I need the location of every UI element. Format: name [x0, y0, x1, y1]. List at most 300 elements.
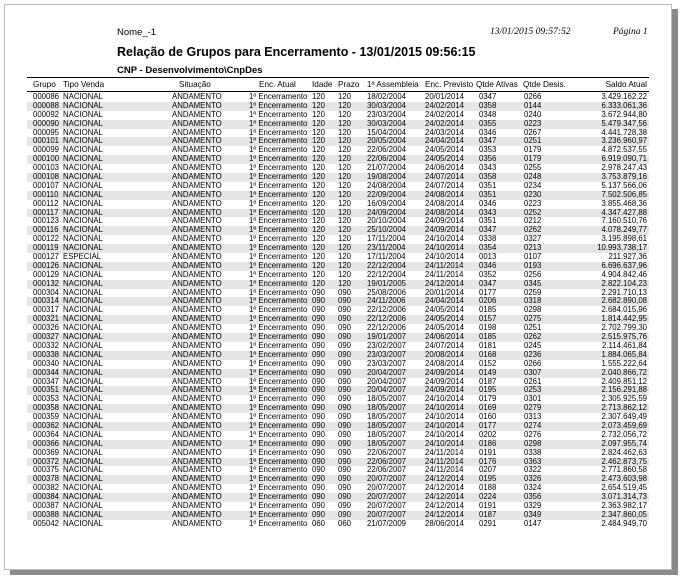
- cell-situacao: ANDAMENTO: [172, 483, 222, 493]
- cell-situacao: ANDAMENTO: [172, 367, 222, 377]
- cell-primeira-assembleia: 22/12/2004: [367, 269, 407, 279]
- cell-primeira-assembleia: 18/05/2007: [367, 429, 407, 439]
- cell-situacao: ANDAMENTO: [172, 180, 222, 190]
- cell-enc-atual: 1º Encerramento: [249, 509, 308, 519]
- cell-primeira-assembleia: 20/07/2007: [367, 483, 407, 493]
- cell-qtde-desis: 0326: [524, 474, 542, 484]
- cell-prazo: 120: [338, 260, 352, 270]
- cell-enc-atual: 1º Encerramento: [249, 323, 308, 333]
- cell-idade: 090: [312, 456, 326, 466]
- cell-tipo-venda: NACIONAL: [63, 154, 103, 164]
- cell-primeira-assembleia: 22/06/2007: [367, 456, 407, 466]
- cell-qtde-ativas: 0353: [479, 145, 497, 155]
- cell-qtde-ativas: 0356: [479, 154, 497, 164]
- cell-saldo-atual: 1.884.065,84: [601, 349, 647, 359]
- cell-qtde-ativas: 0351: [479, 189, 497, 199]
- cell-tipo-venda: NACIONAL: [63, 492, 103, 502]
- cell-situacao: ANDAMENTO: [172, 420, 222, 430]
- cell-situacao: ANDAMENTO: [172, 509, 222, 519]
- cell-situacao: ANDAMENTO: [172, 314, 222, 324]
- cell-primeira-assembleia: 20/07/2007: [367, 474, 407, 484]
- cell-tipo-venda: NACIONAL: [63, 287, 103, 297]
- cell-idade: 120: [312, 189, 326, 199]
- cell-enc-previsto: 24/10/2014: [425, 252, 465, 262]
- cell-idade: 120: [312, 172, 326, 182]
- cell-qtde-desis: 0251: [524, 136, 542, 146]
- cell-idade: 120: [312, 109, 326, 119]
- cell-qtde-ativas: 0346: [479, 127, 497, 137]
- cell-tipo-venda: NACIONAL: [63, 385, 103, 395]
- cell-idade: 090: [312, 474, 326, 484]
- cell-grupo: 000090: [33, 118, 60, 128]
- cell-prazo: 090: [338, 287, 352, 297]
- cell-qtde-desis: 0298: [524, 438, 542, 448]
- cell-qtde-desis: 0213: [524, 243, 542, 253]
- cell-primeira-assembleia: 16/09/2004: [367, 198, 407, 208]
- cell-enc-atual: 1º Encerramento: [249, 287, 308, 297]
- cell-idade: 120: [312, 92, 326, 101]
- cell-tipo-venda: NACIONAL: [63, 163, 103, 173]
- cell-prazo: 090: [338, 420, 352, 430]
- cell-idade: 090: [312, 483, 326, 493]
- cell-qtde-desis: 0262: [524, 332, 542, 342]
- cell-idade: 090: [312, 323, 326, 333]
- cell-primeira-assembleia: 20/07/2007: [367, 509, 407, 519]
- cell-primeira-assembleia: 23/02/2007: [367, 340, 407, 350]
- cell-grupo: 000359: [33, 412, 60, 422]
- cell-enc-atual: 1º Encerramento: [249, 420, 308, 430]
- cell-tipo-venda: NACIONAL: [63, 92, 103, 101]
- cell-grupo: 000088: [33, 100, 60, 110]
- cell-enc-atual: 1º Encerramento: [249, 109, 308, 119]
- cell-qtde-desis: 0240: [524, 109, 542, 119]
- cell-enc-atual: 1º Encerramento: [249, 305, 308, 315]
- cell-qtde-ativas: 0185: [479, 305, 497, 315]
- cell-enc-previsto: 24/10/2014: [425, 412, 465, 422]
- cell-enc-previsto: 24/09/2014: [425, 225, 465, 235]
- cell-idade: 120: [312, 207, 326, 217]
- cell-grupo: 000372: [33, 456, 60, 466]
- cell-saldo-atual: 6.919.090,71: [601, 154, 647, 164]
- cell-idade: 120: [312, 260, 326, 270]
- cell-qtde-desis: 0223: [524, 118, 542, 128]
- cell-primeira-assembleia: 21/07/2004: [367, 163, 407, 173]
- cell-grupo: 000340: [33, 358, 60, 368]
- cell-qtde-ativas: 0186: [479, 438, 497, 448]
- cell-qtde-ativas: 0358: [479, 172, 497, 182]
- cell-enc-previsto: 24/11/2014: [425, 447, 464, 457]
- cell-qtde-desis: 0338: [524, 447, 542, 457]
- cell-situacao: ANDAMENTO: [172, 252, 222, 262]
- cell-primeira-assembleia: 23/03/2007: [367, 358, 407, 368]
- cell-qtde-desis: 0144: [524, 100, 542, 110]
- cell-primeira-assembleia: 24/08/2004: [367, 180, 407, 190]
- cell-idade: 120: [312, 269, 326, 279]
- cell-enc-previsto: 24/12/2014: [425, 509, 465, 519]
- cell-enc-atual: 1º Encerramento: [249, 456, 308, 466]
- cell-idade: 090: [312, 314, 326, 324]
- cell-situacao: ANDAMENTO: [172, 349, 222, 359]
- cell-prazo: 090: [338, 385, 352, 395]
- cell-tipo-venda: NACIONAL: [63, 225, 103, 235]
- cell-enc-atual: 1º Encerramento: [249, 207, 308, 217]
- cell-grupo: 000317: [33, 305, 60, 315]
- cell-saldo-atual: 5.479.347,56: [601, 118, 647, 128]
- cell-qtde-ativas: 0013: [479, 252, 497, 262]
- cell-situacao: ANDAMENTO: [172, 438, 222, 448]
- cell-qtde-desis: 0307: [524, 367, 542, 377]
- cell-prazo: 090: [338, 483, 352, 493]
- cell-primeira-assembleia: 30/03/2004: [367, 118, 407, 128]
- cell-prazo: 120: [338, 100, 352, 110]
- cell-qtde-ativas: 0291: [479, 518, 497, 528]
- cell-enc-previsto: 24/08/2014: [425, 358, 465, 368]
- cell-qtde-desis: 0230: [524, 189, 542, 199]
- cell-grupo: 000327: [33, 332, 60, 342]
- col-enc-previsto: Enc. Previsto: [425, 80, 474, 89]
- cell-grupo: 000103: [33, 163, 60, 173]
- cell-prazo: 120: [338, 225, 352, 235]
- cell-tipo-venda: NACIONAL: [63, 500, 103, 510]
- cell-qtde-desis: 0345: [524, 278, 542, 288]
- cell-grupo: 000388: [33, 509, 60, 519]
- cell-situacao: ANDAMENTO: [172, 287, 222, 297]
- cell-tipo-venda: NACIONAL: [63, 216, 103, 226]
- cell-prazo: 090: [338, 429, 352, 439]
- cell-primeira-assembleia: 22/12/2006: [367, 323, 407, 333]
- cell-grupo: 000108: [33, 172, 60, 182]
- cell-situacao: ANDAMENTO: [172, 376, 222, 386]
- cell-situacao: ANDAMENTO: [172, 100, 222, 110]
- cell-prazo: 090: [338, 438, 352, 448]
- cell-qtde-desis: 0266: [524, 92, 542, 101]
- cell-enc-atual: 1º Encerramento: [249, 145, 308, 155]
- cell-qtde-desis: 0324: [524, 483, 542, 493]
- cell-tipo-venda: NACIONAL: [63, 198, 103, 208]
- cell-prazo: 120: [338, 278, 352, 288]
- cell-enc-atual: 1º Encerramento: [249, 118, 308, 128]
- cell-tipo-venda: NACIONAL: [63, 323, 103, 333]
- cell-saldo-atual: 7.502.506,85: [601, 189, 647, 199]
- cell-enc-previsto: 24/11/2014: [425, 260, 464, 270]
- cell-grupo: 000126: [33, 260, 60, 270]
- cell-enc-atual: 1º Encerramento: [249, 252, 308, 262]
- cell-tipo-venda: NACIONAL: [63, 332, 103, 342]
- cell-enc-previsto: 20/01/2014: [425, 287, 465, 297]
- cell-prazo: 120: [338, 136, 352, 146]
- cell-qtde-desis: 0267: [524, 127, 542, 137]
- cell-idade: 120: [312, 252, 326, 262]
- cell-saldo-atual: 2.073.459,69: [601, 420, 647, 430]
- report-subtitle: CNP - Desenvolvimento\CnpDes: [117, 65, 263, 76]
- cell-enc-atual: 1º Encerramento: [249, 189, 308, 199]
- cell-saldo-atual: 2.114.461,84: [602, 340, 647, 350]
- cell-grupo: 000364: [33, 429, 60, 439]
- cell-situacao: ANDAMENTO: [172, 278, 222, 288]
- cell-enc-previsto: 24/10/2014: [425, 438, 465, 448]
- cell-saldo-atual: 1.814.442,95: [601, 314, 647, 324]
- cell-qtde-ativas: 0191: [479, 447, 497, 457]
- cell-saldo-atual: 4.904.842,46: [601, 269, 647, 279]
- cell-qtde-ativas: 0198: [479, 323, 497, 333]
- cell-grupo: 000362: [33, 420, 60, 430]
- cell-enc-atual: 1º Encerramento: [249, 136, 308, 146]
- cell-qtde-ativas: 0347: [479, 136, 497, 146]
- cell-prazo: 090: [338, 296, 352, 306]
- cell-saldo-atual: 7.160.510,76: [601, 216, 647, 226]
- cell-idade: 090: [312, 332, 326, 342]
- cell-grupo: 000304: [33, 287, 60, 297]
- cell-grupo: 000095: [33, 127, 60, 137]
- cell-situacao: ANDAMENTO: [172, 136, 222, 146]
- cell-saldo-atual: 2.515.975,76: [601, 332, 647, 342]
- cell-enc-atual: 1º Encerramento: [249, 278, 308, 288]
- cell-saldo-atual: 2.307.649,49: [601, 412, 647, 422]
- cell-enc-previsto: 24/07/2014: [425, 180, 465, 190]
- cell-saldo-atual: 2.484.949,70: [601, 518, 647, 528]
- cell-saldo-atual: 3.855.468,36: [601, 198, 647, 208]
- cell-idade: 090: [312, 420, 326, 430]
- cell-enc-previsto: 24/10/2014: [425, 429, 465, 439]
- col-situacao: Situação: [179, 80, 211, 89]
- cell-qtde-ativas: 0169: [479, 403, 497, 413]
- cell-prazo: 120: [338, 92, 352, 101]
- cell-qtde-desis: 0107: [524, 252, 542, 262]
- cell-qtde-ativas: 0185: [479, 332, 497, 342]
- cell-enc-previsto: 24/05/2014: [425, 314, 465, 324]
- cell-tipo-venda: NACIONAL: [63, 269, 103, 279]
- cell-saldo-atual: 2.682.890,08: [601, 296, 647, 306]
- cell-saldo-atual: 2.462.873,75: [601, 456, 647, 466]
- cell-primeira-assembleia: 24/11/2006: [367, 296, 406, 306]
- cell-prazo: 090: [338, 474, 352, 484]
- cell-situacao: ANDAMENTO: [172, 403, 222, 413]
- cell-enc-previsto: 24/05/2014: [425, 154, 465, 164]
- cell-tipo-venda: NACIONAL: [63, 234, 103, 244]
- cell-enc-previsto: 24/05/2014: [425, 145, 465, 155]
- cell-primeira-assembleia: 22/12/2006: [367, 305, 407, 315]
- report-name: Nome_-1: [117, 27, 157, 38]
- cell-tipo-venda: NACIONAL: [63, 243, 103, 253]
- cell-enc-previsto: 24/07/2014: [425, 340, 465, 350]
- cell-prazo: 090: [338, 403, 352, 413]
- cell-saldo-atual: 2.684.015,96: [601, 305, 647, 315]
- cell-situacao: ANDAMENTO: [172, 456, 222, 466]
- cell-tipo-venda: NACIONAL: [63, 100, 103, 110]
- cell-tipo-venda: ESPECIAL: [63, 252, 102, 262]
- cell-enc-atual: 1º Encerramento: [249, 163, 308, 173]
- cell-grupo: 000326: [33, 323, 60, 333]
- cell-qtde-ativas: 0343: [479, 207, 497, 217]
- cell-prazo: 060: [338, 518, 352, 528]
- cell-primeira-assembleia: 24/09/2004: [367, 207, 407, 217]
- cell-tipo-venda: NACIONAL: [63, 447, 103, 457]
- cell-enc-previsto: 24/10/2014: [425, 420, 465, 430]
- cell-primeira-assembleia: 17/11/2004: [367, 252, 406, 262]
- cell-prazo: 120: [338, 180, 352, 190]
- cell-situacao: ANDAMENTO: [172, 429, 222, 439]
- cell-enc-previsto: 24/07/2014: [425, 172, 465, 182]
- cell-qtde-desis: 0256: [524, 269, 542, 279]
- cell-grupo: 000086: [33, 92, 60, 101]
- cell-tipo-venda: NACIONAL: [63, 109, 103, 119]
- cell-enc-previsto: 24/05/2014: [425, 305, 465, 315]
- cell-prazo: 090: [338, 332, 352, 342]
- cell-enc-previsto: 24/02/2014: [425, 109, 465, 119]
- cell-prazo: 090: [338, 305, 352, 315]
- cell-idade: 090: [312, 509, 326, 519]
- cell-qtde-desis: 0251: [524, 323, 542, 333]
- cell-grupo: 000347: [33, 376, 60, 386]
- cell-tipo-venda: NACIONAL: [63, 136, 103, 146]
- cell-grupo: 000338: [33, 349, 60, 359]
- cell-grupo: 000358: [33, 403, 60, 413]
- cell-enc-atual: 1º Encerramento: [249, 340, 308, 350]
- cell-qtde-ativas: 0351: [479, 180, 497, 190]
- cell-qtde-ativas: 0195: [479, 474, 497, 484]
- cell-primeira-assembleia: 22/06/2004: [367, 154, 407, 164]
- cell-tipo-venda: NACIONAL: [63, 207, 103, 217]
- cell-qtde-desis: 0248: [524, 172, 542, 182]
- cell-situacao: ANDAMENTO: [172, 492, 222, 502]
- cell-primeira-assembleia: 18/05/2007: [367, 412, 407, 422]
- cell-grupo: 000129: [33, 269, 60, 279]
- cell-tipo-venda: NACIONAL: [63, 438, 103, 448]
- cell-grupo: 000101: [33, 136, 60, 146]
- cell-enc-atual: 1º Encerramento: [249, 216, 308, 226]
- cell-prazo: 090: [338, 394, 352, 404]
- cell-enc-previsto: 28/06/2014: [425, 518, 465, 528]
- cell-enc-previsto: 24/04/2014: [425, 136, 465, 146]
- cell-idade: 090: [312, 349, 326, 359]
- cell-idade: 090: [312, 367, 326, 377]
- cell-enc-atual: 1º Encerramento: [249, 225, 308, 235]
- cell-primeira-assembleia: 25/08/2006: [367, 287, 407, 297]
- cell-enc-atual: 1º Encerramento: [249, 100, 308, 110]
- cell-idade: 090: [312, 296, 326, 306]
- cell-prazo: 120: [338, 243, 352, 253]
- cell-prazo: 090: [338, 465, 352, 475]
- cell-situacao: ANDAMENTO: [172, 412, 222, 422]
- cell-qtde-ativas: 0179: [479, 394, 497, 404]
- cell-saldo-atual: 2.732.056,72: [601, 429, 647, 439]
- cell-primeira-assembleia: 20/05/2004: [367, 136, 407, 146]
- cell-situacao: ANDAMENTO: [172, 323, 222, 333]
- cell-primeira-assembleia: 20/04/2007: [367, 376, 407, 386]
- cell-saldo-atual: 2.654.519,45: [601, 483, 647, 493]
- col-prazo: Prazo: [338, 80, 360, 89]
- cell-situacao: ANDAMENTO: [172, 109, 222, 119]
- cell-qtde-ativas: 0177: [479, 420, 497, 430]
- cell-qtde-ativas: 0191: [479, 500, 497, 510]
- cell-idade: 120: [312, 225, 326, 235]
- cell-qtde-ativas: 0177: [479, 287, 497, 297]
- header-rule-top: [27, 77, 649, 78]
- cell-prazo: 090: [338, 492, 352, 502]
- cell-qtde-desis: 0349: [524, 509, 542, 519]
- cell-enc-atual: 1º Encerramento: [249, 198, 308, 208]
- cell-saldo-atual: 2.291.710,13: [601, 287, 647, 297]
- cell-saldo-atual: 2.473.603,98: [601, 474, 647, 484]
- cell-prazo: 120: [338, 163, 352, 173]
- cell-tipo-venda: NACIONAL: [63, 118, 103, 128]
- cell-situacao: ANDAMENTO: [172, 198, 222, 208]
- cell-saldo-atual: 3.071.314,73: [601, 492, 647, 502]
- cell-qtde-desis: 0262: [524, 225, 542, 235]
- cell-idade: 090: [312, 447, 326, 457]
- cell-enc-atual: 1º Encerramento: [249, 376, 308, 386]
- cell-qtde-desis: 0147: [524, 518, 542, 528]
- cell-enc-previsto: 24/09/2014: [425, 376, 465, 386]
- cell-enc-atual: 1º Encerramento: [249, 358, 308, 368]
- cell-primeira-assembleia: 30/03/2004: [367, 100, 407, 110]
- cell-qtde-desis: 0252: [524, 207, 542, 217]
- cell-prazo: 090: [338, 456, 352, 466]
- cell-enc-atual: 1º Encerramento: [249, 474, 308, 484]
- cell-tipo-venda: NACIONAL: [63, 340, 103, 350]
- cell-qtde-desis: 0274: [524, 420, 542, 430]
- cell-tipo-venda: NACIONAL: [63, 145, 103, 155]
- cell-prazo: 120: [338, 127, 352, 137]
- cell-saldo-atual: 3.753.879,16: [601, 172, 647, 182]
- cell-saldo-atual: 3.195.898,61: [601, 234, 647, 244]
- cell-enc-previsto: 24/11/2014: [425, 465, 464, 475]
- cell-idade: 120: [312, 198, 326, 208]
- cell-situacao: ANDAMENTO: [172, 296, 222, 306]
- cell-grupo: 000107: [33, 180, 60, 190]
- cell-saldo-atual: 2.771.860,58: [601, 465, 647, 475]
- cell-qtde-ativas: 0346: [479, 260, 497, 270]
- cell-grupo: 000116: [33, 225, 59, 235]
- cell-enc-previsto: 24/12/2014: [425, 500, 465, 510]
- cell-primeira-assembleia: 20/04/2007: [367, 385, 407, 395]
- cell-qtde-ativas: 0168: [479, 349, 497, 359]
- cell-qtde-desis: 0363: [524, 456, 542, 466]
- cell-tipo-venda: NACIONAL: [63, 305, 103, 315]
- cell-idade: 120: [312, 243, 326, 253]
- cell-saldo-atual: 2.305.925,59: [601, 394, 647, 404]
- cell-saldo-atual: 2.822.104,23: [601, 278, 647, 288]
- cell-grupo: 000127: [33, 252, 60, 262]
- cell-prazo: 120: [338, 269, 352, 279]
- cell-enc-atual: 1º Encerramento: [249, 260, 308, 270]
- cell-saldo-atual: 4.872.537,55: [601, 145, 647, 155]
- cell-enc-atual: 1º Encerramento: [249, 429, 308, 439]
- col-enc-atual: Enc. Atual: [259, 80, 296, 89]
- cell-primeira-assembleia: 25/10/2004: [367, 225, 407, 235]
- cell-primeira-assembleia: 20/10/2004: [367, 216, 407, 226]
- cell-enc-atual: 1º Encerramento: [249, 154, 308, 164]
- cell-grupo: 000123: [33, 216, 60, 226]
- cell-saldo-atual: 2.156.291,88: [601, 385, 647, 395]
- cell-idade: 120: [312, 145, 326, 155]
- cell-saldo-atual: 3.236.960,97: [601, 136, 647, 146]
- cell-enc-atual: 1º Encerramento: [249, 483, 308, 493]
- cell-grupo: 000369: [33, 447, 60, 457]
- cell-qtde-ativas: 0195: [479, 385, 497, 395]
- cell-grupo: 000332: [33, 340, 60, 350]
- cell-enc-previsto: 24/02/2014: [425, 118, 465, 128]
- cell-situacao: ANDAMENTO: [172, 163, 222, 173]
- cell-primeira-assembleia: 18/05/2007: [367, 438, 407, 448]
- cell-idade: 120: [312, 118, 326, 128]
- cell-qtde-ativas: 0354: [479, 243, 497, 253]
- cell-prazo: 090: [338, 358, 352, 368]
- cell-saldo-atual: 4.441.728,38: [601, 127, 647, 137]
- cell-qtde-desis: 0253: [524, 385, 542, 395]
- col-qtde-ativas: Qtde Ativas: [476, 80, 518, 89]
- cell-situacao: ANDAMENTO: [172, 127, 222, 137]
